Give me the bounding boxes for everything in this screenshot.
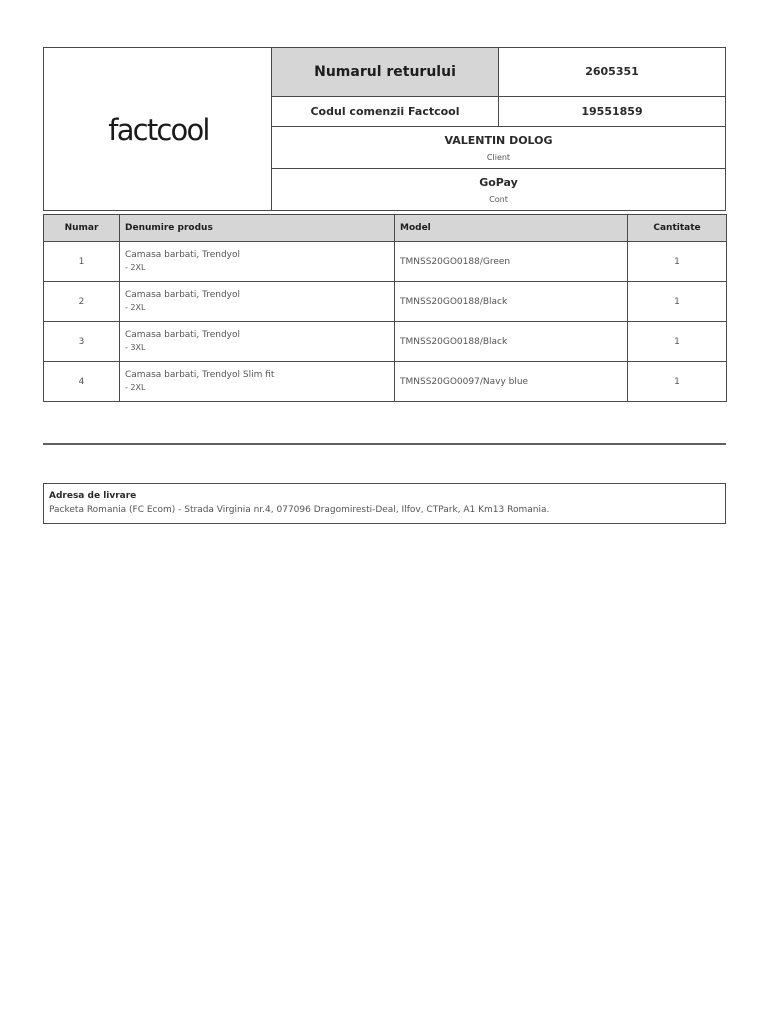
product-model: TMNSS20GO0188/Black: [395, 282, 628, 322]
product-model: TMNSS20GO0188/Black: [395, 322, 628, 362]
row-number: 3: [44, 322, 120, 362]
product-size: - 2XL: [125, 383, 146, 392]
factcool-logo: factcool: [108, 113, 209, 147]
table-row: [44, 282, 727, 322]
delivery-address-box: [43, 483, 726, 524]
account-cell: [272, 169, 725, 210]
product-cell: [120, 282, 395, 322]
product-size: - 2XL: [125, 303, 146, 312]
client-row: [272, 127, 725, 169]
return-header: [43, 47, 726, 211]
client-cell: [272, 127, 725, 168]
product-name: Camasa barbati, Trendyol: [125, 250, 241, 260]
product-name: Camasa barbati, Trendyol: [125, 330, 241, 340]
account-label: Cont: [489, 194, 508, 204]
product-cell: [120, 322, 395, 362]
row-number: 4: [44, 362, 120, 402]
order-code-row: [272, 97, 725, 127]
table-row: [44, 242, 727, 282]
order-code-value: 19551859: [581, 105, 643, 118]
product-model: TMNSS20GO0188/Green: [395, 242, 628, 282]
product-name: Camasa barbati, Trendyol: [125, 290, 241, 300]
row-number: 1: [44, 242, 120, 282]
product-quantity: 1: [628, 282, 727, 322]
product-model: TMNSS20GO0097/Navy blue: [395, 362, 628, 402]
return-number-value: 2605351: [585, 65, 639, 78]
product-quantity: 1: [628, 242, 727, 282]
product-size: - 2XL: [125, 263, 146, 272]
account-row: [272, 169, 725, 210]
delivery-address-text: Packeta Romania (FC Ecom) - Strada Virginia nr.4, 077096 Dragomiresti-Deal, Ilfov, CTPark, A1 Km13 Romania.: [49, 505, 550, 515]
product-cell: [120, 362, 395, 402]
product-quantity: 1: [628, 322, 727, 362]
column-header-product-name: Denumire produs: [120, 215, 395, 242]
row-number: 2: [44, 282, 120, 322]
return-number-row: [272, 48, 725, 97]
client-label: Client: [486, 152, 511, 162]
table-row: [44, 322, 727, 362]
column-header-quantity: Cantitate: [628, 215, 727, 242]
table-header-row: [44, 215, 727, 242]
delivery-address-title: Adresa de livrare: [49, 491, 137, 501]
order-code-label: Codul comenzii Factcool: [272, 97, 499, 126]
return-number-label: Numarul returului: [272, 48, 499, 96]
products-table: [43, 214, 727, 402]
product-name: Camasa barbati, Trendyol Slim fit: [125, 370, 275, 380]
column-header-model: Model: [395, 215, 628, 242]
column-header-number: Numar: [44, 215, 120, 242]
table-row: [44, 362, 727, 402]
logo-cell: [44, 48, 272, 210]
section-divider: [43, 443, 726, 445]
client-name: VALENTIN DOLOG: [444, 133, 553, 147]
product-size: - 3XL: [125, 343, 146, 352]
product-cell: [120, 242, 395, 282]
return-info: [272, 48, 725, 210]
account-name: GoPay: [479, 175, 518, 189]
product-quantity: 1: [628, 362, 727, 402]
